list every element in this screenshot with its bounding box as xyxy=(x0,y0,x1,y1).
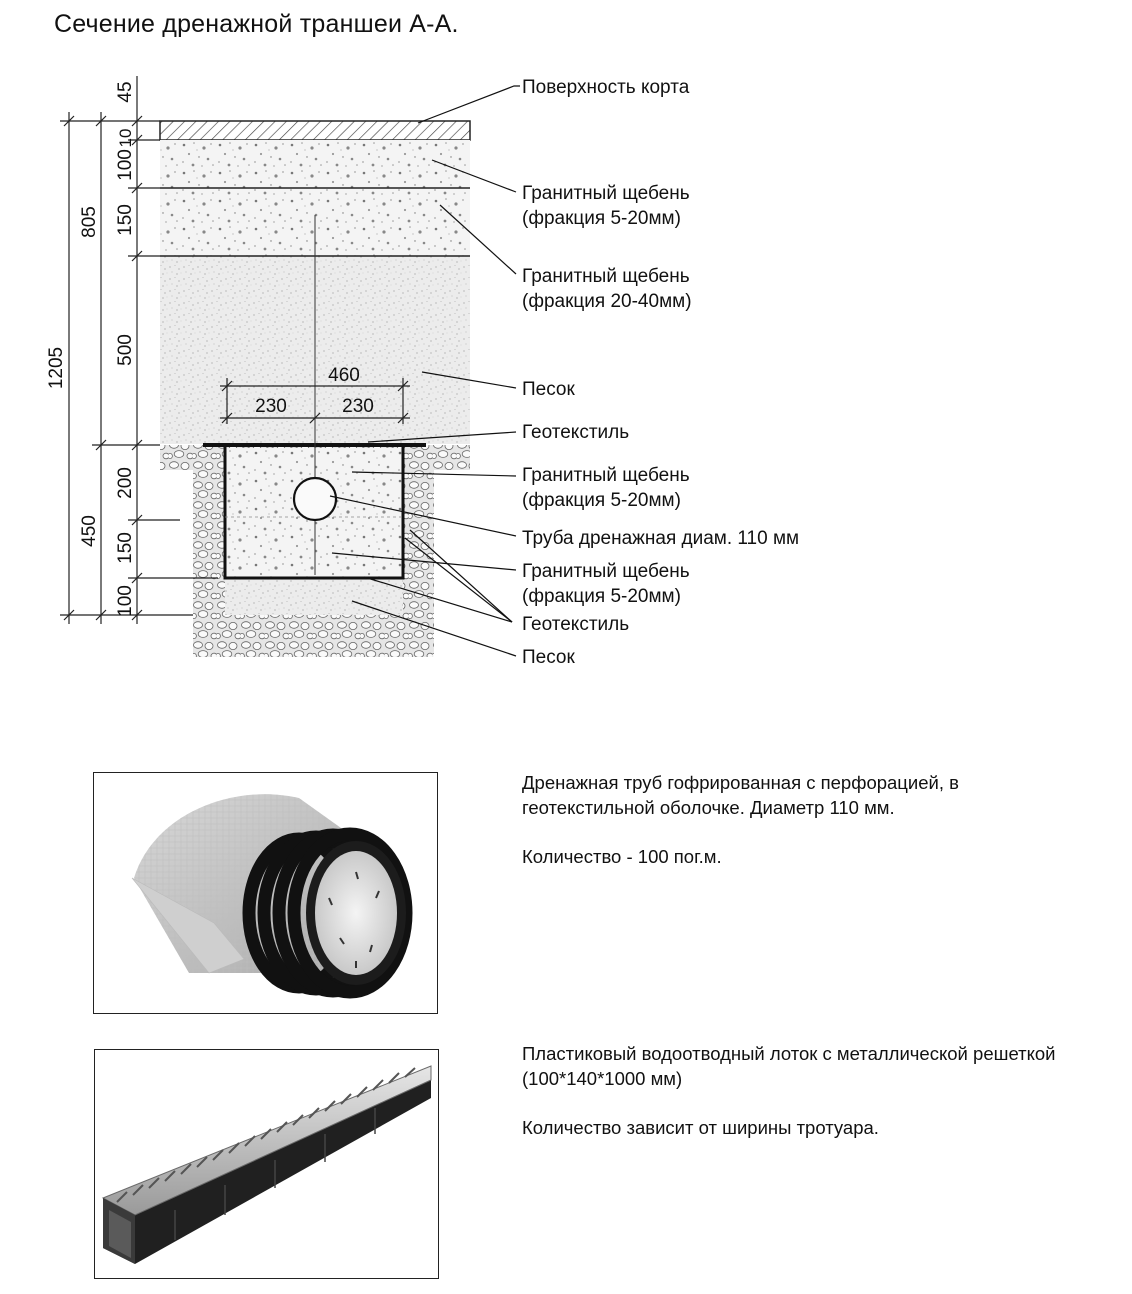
dim-layer-label: 45 xyxy=(115,81,136,103)
drainage-channel-photo xyxy=(94,1049,439,1279)
callout-gravel-20-40: Гранитный щебень xyxy=(522,266,690,287)
dim-layer-label: 500 xyxy=(115,334,136,366)
callout-labels xyxy=(522,77,799,668)
channel-illustration xyxy=(95,1050,438,1278)
dim-layer-label: 100 xyxy=(115,149,136,181)
dim-total-label: 1205 xyxy=(46,346,67,390)
court-surface-layer xyxy=(160,121,470,140)
pipe-quantity-text: Количество - 100 пог.м. xyxy=(522,846,722,867)
dim-layer-label: 100 xyxy=(115,585,136,617)
gravel-5-20-layer xyxy=(160,140,470,188)
callout-fraction: (фракция 5-20мм) xyxy=(522,490,681,511)
dim-layer-label: 150 xyxy=(115,204,136,236)
width-right-label: 230 xyxy=(342,396,374,417)
channel-description-text: Пластиковый водоотводный лоток с металлической решеткой (100*140*1000 мм) xyxy=(522,1043,1056,1089)
width-total-label: 460 xyxy=(328,365,360,386)
drain-pipe-circle xyxy=(294,478,336,520)
callout-geotextile-bottom: Геотекстиль xyxy=(522,614,630,635)
dim-upper-label: 805 xyxy=(79,206,100,238)
callout-gravel-trench: Гранитный щебень xyxy=(522,465,690,486)
callout-geotextile-top: Геотекстиль xyxy=(522,422,630,443)
corrugated-pipe-photo xyxy=(93,772,438,1014)
dim-lower-label: 450 xyxy=(79,515,100,547)
channel-quantity-text: Количество зависит от ширины тротуара. xyxy=(522,1117,879,1138)
dim-layer-label: 150 xyxy=(115,532,136,564)
callout-gravel-bottom: Гранитный щебень xyxy=(522,561,690,582)
callout-court-surface: Поверхность корта xyxy=(522,77,690,98)
page-title: Сечение дренажной траншеи А-А. xyxy=(54,10,459,38)
callout-drain-pipe: Труба дренажная диам. 110 мм xyxy=(522,528,800,549)
callout-sand-bed: Песок xyxy=(522,647,575,668)
pipe-description xyxy=(522,770,1082,893)
dim-layer-label: 200 xyxy=(115,467,136,499)
callout-fraction: (фракция 20-40мм) xyxy=(522,291,692,312)
width-left-label: 230 xyxy=(255,396,287,417)
pipe-description-text: Дренажная труб гофрированная с перфорацией, в геотекстильной оболочке. Диаметр 110 мм. xyxy=(522,772,959,818)
callout-sand: Песок xyxy=(522,379,575,400)
callout-fraction: (фракция 5-20мм) xyxy=(522,208,681,229)
callout-gravel-5-20-top: Гранитный щебень xyxy=(522,183,690,204)
callout-fraction: (фракция 5-20мм) xyxy=(522,586,681,607)
channel-description xyxy=(522,1041,1082,1164)
pipe-illustration xyxy=(94,773,437,1013)
dim-layer-label: 10 xyxy=(116,128,135,148)
